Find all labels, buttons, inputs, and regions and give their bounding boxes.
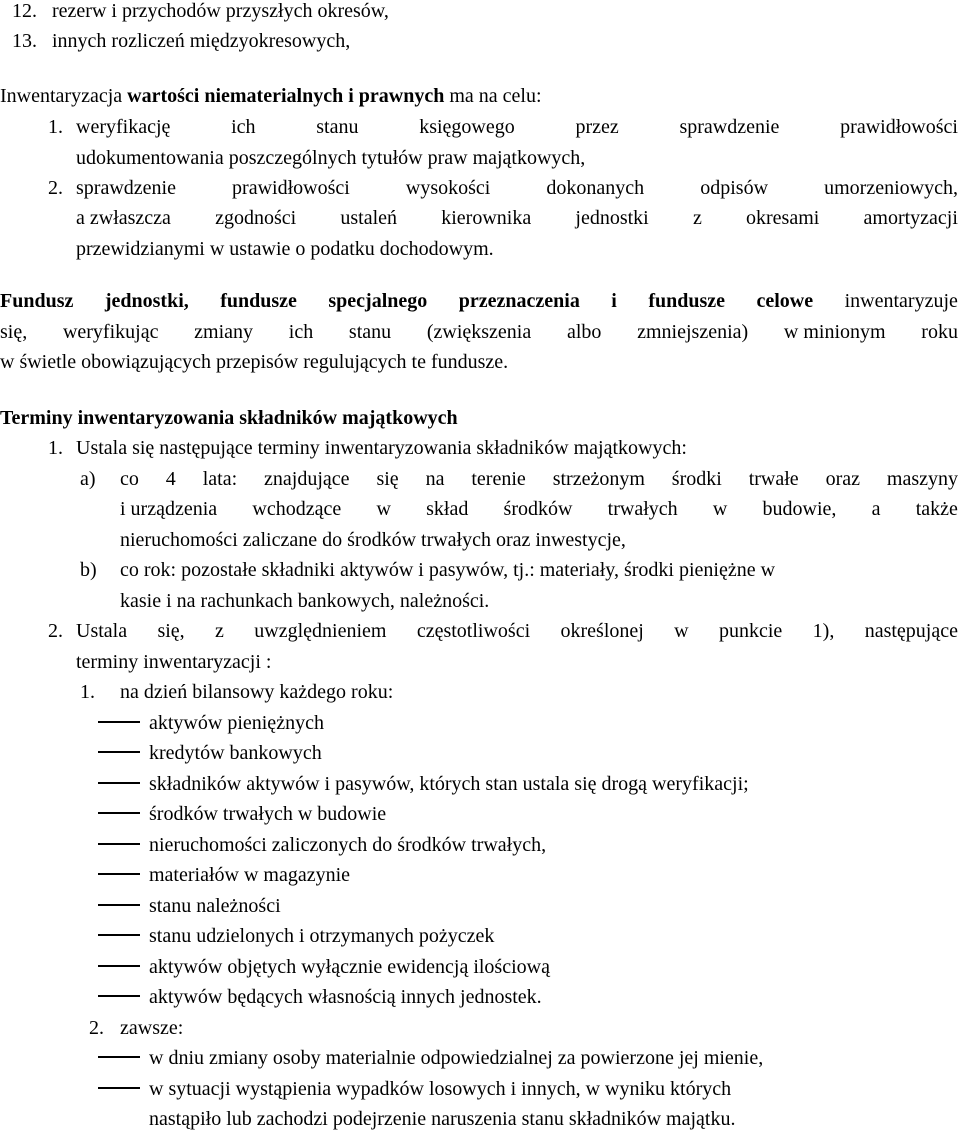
bold-word: i [611, 290, 617, 312]
word: terenie [471, 468, 526, 490]
word: kierownika [441, 207, 532, 229]
dash-list-item: w sytuacji wystąpienia wypadków losowych i innych, w wyniku których [149, 1078, 732, 1100]
justified-line [120, 494, 958, 525]
justified-line [76, 616, 958, 647]
word: (zwiększenia [426, 321, 532, 343]
word: punkcie [718, 620, 783, 642]
dash-bullet-icon [98, 721, 140, 723]
word: stanu [316, 116, 359, 138]
bold-word: jednostki, [104, 290, 189, 312]
dash-list-item: aktywów pieniężnych [149, 712, 324, 734]
word: prawidłowości [840, 116, 958, 138]
word: 1), [812, 620, 835, 642]
list-number: 13. [12, 30, 37, 52]
dash-list-item: środków trwałych w budowie [149, 803, 387, 825]
word: sprawdzenie [76, 177, 176, 199]
list-letter: b) [80, 559, 97, 581]
word: znajdujące [264, 468, 350, 490]
section-heading: Terminy inwentaryzowania składników majątkowych [0, 407, 458, 429]
word: co [120, 468, 139, 490]
list-number: 2. [48, 620, 63, 642]
word: wchodzące [252, 498, 342, 520]
bold-word: celowe [756, 290, 814, 312]
word: maszyny [886, 468, 958, 490]
dash-list-item-continuation: nastąpiło lub zachodzi podejrzenie naruszenia stanu składników majątku. [149, 1108, 736, 1130]
dash-bullet-icon [98, 782, 140, 784]
funds-paragraph-line [0, 286, 958, 317]
dash-bullet-icon [98, 812, 140, 814]
bold-word: specjalnego [328, 290, 428, 312]
dash-list-item: aktywów objętych wyłącznie ewidencją ilościową [149, 956, 550, 978]
dash-bullet-icon [98, 904, 140, 906]
word: środki [671, 468, 722, 490]
dash-bullet-icon [98, 751, 140, 753]
word: ich [231, 116, 256, 138]
word: sprawdzenie [679, 116, 780, 138]
list-number: 2. [89, 1017, 104, 1039]
dash-bullet-icon [98, 873, 140, 875]
word: a zwłaszcza [76, 207, 171, 229]
word: ustaleń [340, 207, 398, 229]
word: uwzględnieniem [254, 620, 387, 642]
dash-bullet-icon [98, 1056, 140, 1058]
word: w minionym [783, 321, 886, 343]
word: częstotliwości [416, 620, 531, 642]
word: w [376, 498, 391, 520]
lead-text-end: ma na celu: [449, 85, 542, 107]
word: wysokości [405, 177, 491, 199]
word: zgodności [215, 207, 297, 229]
word: stanu [348, 321, 392, 343]
dash-bullet-icon [98, 843, 140, 845]
funds-paragraph-line [0, 317, 958, 348]
word: następujące [864, 620, 958, 642]
word: 4 [165, 468, 176, 490]
word: odpisów [700, 177, 769, 199]
word: oraz [825, 468, 860, 490]
intangibles-lead [0, 81, 542, 112]
dash-list-item: składników aktywów i pasywów, których stan ustala się drogą weryfikacji; [149, 773, 749, 795]
word: okresami [746, 207, 820, 229]
word: przez [575, 116, 619, 138]
list-number: 1. [48, 116, 63, 138]
word: środków [503, 498, 573, 520]
word: określonej [560, 620, 644, 642]
dash-list-item: w dniu zmiany osoby materialnie odpowiedzialnej za powierzone jej mienie, [149, 1047, 764, 1069]
dash-bullet-icon [98, 995, 140, 997]
bold-word: fundusze [648, 290, 726, 312]
word: także [915, 498, 958, 520]
dash-bullet-icon [98, 934, 140, 936]
list-item-text: innych rozliczeń międzyokresowych, [52, 30, 351, 52]
list-item-text: na dzień bilansowy każdego roku: [120, 681, 394, 703]
list-item-text: udokumentowania poszczególnych tytułów praw majątkowych, [76, 147, 586, 169]
word: prawidłowości [232, 177, 350, 199]
bold-word: Fundusz [0, 290, 74, 312]
list-number: 1. [80, 681, 95, 703]
list-item-text: kasie i na rachunkach bankowych, należności. [120, 590, 490, 612]
list-item-text: zawsze: [120, 1017, 184, 1039]
word: Ustala [76, 620, 128, 642]
list-item-text: co rok: pozostałe składniki aktywów i pasywów, tj.: materiały, środki pieniężne w [120, 559, 776, 581]
word: się, [0, 321, 28, 343]
justified-line [120, 464, 958, 495]
dash-bullet-icon [98, 965, 140, 967]
word: lata: [202, 468, 238, 490]
list-item-text: Ustala się następujące terminy inwentaryzowania składników majątkowych: [76, 437, 687, 459]
word: umorzeniowych, [824, 177, 958, 199]
dash-list-item: stanu należności [149, 895, 281, 917]
dash-list-item: nieruchomości zaliczonych do środków trwałych, [149, 834, 547, 856]
dash-list-item: kredytów bankowych [149, 742, 322, 764]
funds-paragraph-line: w świetle obowiązujących przepisów regulujących te fundusze. [0, 351, 509, 373]
list-number: 1. [48, 437, 63, 459]
word: budowie, [762, 498, 837, 520]
word: się, [157, 620, 185, 642]
word: ich [288, 321, 314, 343]
list-item-text: terminy inwentaryzacji : [76, 651, 272, 673]
word: trwałych [607, 498, 678, 520]
dash-bullet-icon [98, 1087, 140, 1089]
word: weryfikując [62, 321, 159, 343]
word: albo [566, 321, 602, 343]
list-item-text: przewidzianymi w ustawie o podatku dochodowym. [76, 238, 494, 260]
word: amortyzacji [863, 207, 958, 229]
list-number: 2. [48, 177, 63, 199]
bold-word: fundusze [220, 290, 297, 312]
dash-list-item: stanu udzielonych i otrzymanych pożyczek [149, 925, 495, 947]
word: weryfikację [76, 116, 171, 138]
word: inwentaryzuje [844, 290, 958, 312]
word: skład [426, 498, 469, 520]
list-item-text: nieruchomości zaliczane do środków trwałych oraz inwestycje, [120, 529, 626, 551]
dash-list-item: aktywów będących własnością innych jednostek. [149, 986, 542, 1008]
word: trwałe [748, 468, 799, 490]
word: i urządzenia [120, 498, 218, 520]
word: a [871, 498, 881, 520]
word: strzeżonym [552, 468, 645, 490]
bold-word: przeznaczenia [458, 290, 580, 312]
word: zmiany [194, 321, 254, 343]
word: się [376, 468, 399, 490]
list-number: 12. [12, 0, 37, 22]
word: w [674, 620, 689, 642]
justified-line [76, 112, 958, 143]
dash-list-item: materiałów w magazynie [149, 864, 351, 886]
lead-bold-text: wartości niematerialnych i prawnych [127, 85, 445, 107]
word: z [692, 207, 702, 229]
list-letter: a) [80, 468, 96, 490]
word: księgowego [419, 116, 515, 138]
word: z [215, 620, 224, 642]
word: jednostki [575, 207, 649, 229]
list-item-text: rezerw i przychodów przyszłych okresów, [52, 0, 389, 22]
lead-text: Inwentaryzacja [0, 85, 123, 107]
word: na [425, 468, 445, 490]
justified-line [76, 203, 958, 234]
word: dokonanych [546, 177, 645, 199]
word: roku [921, 321, 958, 343]
word: zmniejszenia) [637, 321, 749, 343]
justified-line [76, 173, 958, 204]
word: w [712, 498, 728, 520]
